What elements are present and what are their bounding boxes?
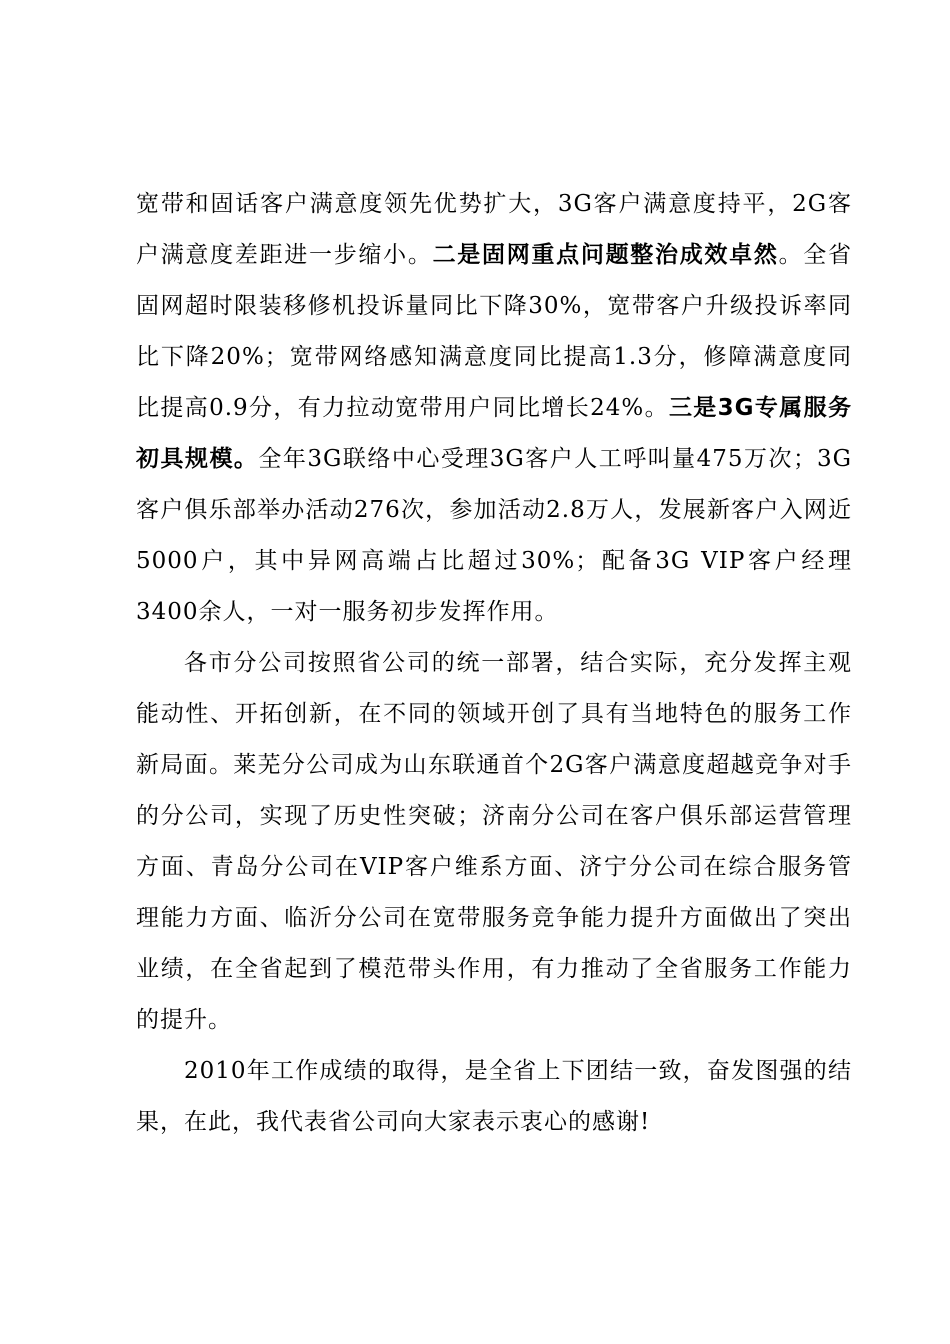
paragraph-service-results — [136, 179, 852, 638]
document-page — [136, 179, 852, 1148]
bold-heading-3g-service: 三是3G专属服务初具规模。 — [136, 395, 852, 472]
paragraph-thanks: 2010年工作成绩的取得，是全省上下团结一致，奋发图强的结果，在此，我代表省公司向大家表示衷心的感谢! — [136, 1058, 852, 1135]
paragraph-branch-achievements: 各市分公司按照省公司的统一部署，结合实际，充分发挥主观能动性、开拓创新，在不同的领域开创了具有当地特色的服务工作新局面。莱芜分公司成为山东联通首个2G客户满意度超越竞争对手的分公司，实现了历史性突破；济南分公司在客户俱乐部运营管理方面、青岛分公司在VIP客户维系方面、济宁分公司在综合服务管理能力方面、临沂分公司在宽带服务竞争能力提升方面做出了突出业绩，在全省起到了模范带头作用，有力推动了全省服务工作能力的提升。 — [136, 650, 852, 1033]
paragraph-text: 全年3G联络中心受理3G客户人工呼叫量475万次；3G客户俱乐部举办活动276次，参加活动2.8万人，发展新客户入网近5000户，其中异网高端占比超过30%；配备3G VIP客户经理3400余人，一对一服务初步发挥作用。 — [136, 446, 853, 625]
paragraph-text: 宽带和固话客户满意度领先优势扩大，3G客户满意度持平，2G客户满意度差距进一步缩小。 — [136, 191, 852, 268]
bold-heading-fixed-network: 二是固网重点问题整治成效卓然 — [432, 242, 779, 268]
paragraph-text: 。全省固网超时限装移修机投诉量同比下降30%，宽带客户升级投诉率同比下降20%；宽带网络感知满意度同比提高1.3分，修障满意度同比提高0.9分，有力拉动宽带用户同比增长24%。 — [136, 242, 853, 421]
